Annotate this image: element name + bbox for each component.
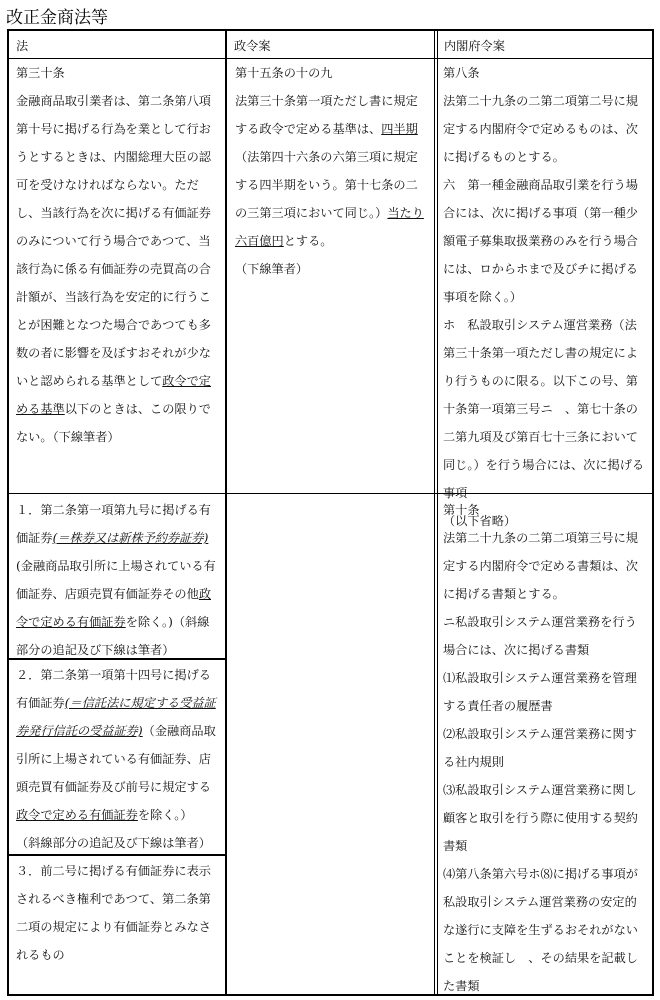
ordinance-10-article: 第十条: [443, 503, 480, 517]
cabinet-order-body: 法第三十条第一項ただし書に規定する政令で定める基準は、: [235, 94, 418, 136]
ordinance-10-p6: ⑷第八条第六号ホ⑻に掲げる事項が私設取引システム運営業務の安定的な遂行に支障を生ずるおそれがないことを検証し 、その結果を記載した書類: [443, 867, 638, 993]
ordinance-article-10: [443, 496, 648, 993]
ordinance-article-8: [443, 59, 648, 528]
table-border-left: [7, 29, 9, 996]
cabinet-order-note: （下線筆者）: [235, 262, 309, 276]
ordinance-10-p4: ⑵私設取引システム運営業務に関する社内規則: [443, 727, 637, 769]
law-item-2-mid: （金融商品取引所に上場されている有価証券、店頭売買有価証券及び前号に規定する: [16, 724, 216, 794]
law-article: 第三十条: [16, 66, 65, 80]
comparison-table: [7, 29, 654, 996]
ordinance-8-p1: 法第二十九条の二第二項第二号に規定する内閣府令で定めるものは、次に掲げるものとする。: [443, 94, 638, 164]
ordinance-8-article: 第八条: [443, 66, 480, 80]
law-item-2-annotation: (＝信託法に規定する受益証券発行信託の受益証券): [16, 696, 216, 738]
row-divider: [7, 493, 654, 494]
law-item-1-underline: 政令で定める有価証券: [16, 587, 211, 629]
law-item-1-text: １．第二条第一項第九号に掲げる有価証券: [16, 503, 211, 545]
column-divider-2b: [437, 29, 438, 996]
law-body: 金融商品取引業者は、第二条第八項第十号に掲げる行為を業として行おうとするときは、内閣総理大臣の認可を受けなければならない。ただし、当該行為を次に掲げる有価証券のみについて行う場合であつて、当該行為に係る有価証券の売買高の合計額が、当該行為を安定的に行うことが困難となつた場合であつても多数の者に影響を及ぼすおそれが少ないと認められる基準として: [16, 94, 211, 388]
law-item-1-mid: (金融商品取引所に上場されている有価証券、店頭売買有価証券その他: [16, 559, 216, 601]
law-item-2-underline: 政令で定める有価証券: [16, 808, 138, 822]
cabinet-order-article: 第十五条の十の九: [235, 66, 333, 80]
page-title: 改正金商法等: [6, 8, 108, 28]
law-item-2-note: （斜線部分の追記及び下線は筆者）: [16, 836, 211, 850]
law-item-2: [16, 661, 221, 853]
ordinance-10-p3: ⑴私設取引システム運営業務を管理する責任者の履歴書: [443, 671, 637, 713]
cabinet-order-body-end: とする。: [283, 234, 333, 248]
ordinance-10-p5: ⑶私設取引システム運営業務に関し顧客と取引を行う際に使用する契約書類: [443, 783, 638, 853]
law-item-1-end: を除く。)（斜線部分の追記及び下線は筆者）: [16, 615, 210, 657]
cabinet-order-underline-quarter: 四半期: [381, 122, 418, 136]
table-border-right: [652, 29, 654, 996]
column-divider-1: [225, 29, 227, 996]
cabinet-order-text: [235, 59, 429, 491]
table-border-bottom: [7, 994, 654, 996]
ordinance-8-p3: ホ 私設取引システム運営業務（法第三十条第一項ただし書の規定により行うものに限る。以下この号、第十条第一項第三号ニ 、第七十条の二第九項及び第百七十三条において同じ。）を行う場合には、次に掲げる事項: [443, 318, 645, 500]
ordinance-8-p4: （以下省略）: [443, 514, 517, 528]
ordinance-10-p1: 法第二十九条の二第二項第三号に規定する内閣府令で定める書類は、次に掲げる書類とする。: [443, 531, 638, 601]
law-item-1-annotation: (＝株券又は新株予約券証券): [52, 531, 209, 545]
law-item-1: [16, 496, 221, 656]
law-text: [16, 59, 221, 491]
cabinet-order-body-mid: （法第四十六条の六第三項に規定する四半期をいう。第十七条の二の三第三項において同じ。）: [235, 150, 418, 220]
column-header-cabinet-order: 政令案: [234, 39, 271, 53]
ordinance-8-p2: 六 第一種金融商品取引業を行う場合には、次に掲げる事項（第一種少額電子募集取扱業務のみを行う場合には、ロからホまで及びチに掲げる事項を除く。）: [443, 178, 638, 304]
ordinance-10-p2: ニ私設取引システム運営業務を行う場合には、次に掲げる書類: [443, 615, 637, 657]
table-border-top: [7, 29, 654, 31]
column-divider-2: [434, 29, 435, 996]
law-body-end: 以下のときは、この限りでない。（下線筆者）: [16, 402, 211, 444]
law-item-2-end: を除く。）: [137, 808, 193, 822]
law-underline-standard: 政令で定める基準: [16, 374, 211, 416]
column-header-ordinance: 内閣府令案: [444, 39, 505, 53]
cabinet-order-underline-amount: 当たり六百億円: [235, 206, 424, 248]
law-item-3: ３．前二号に掲げる有価証券に表示されるべき権利であつて、第二条第二項の規定により有価証券とみなされるもの: [16, 864, 211, 962]
column-header-law: 法: [16, 39, 29, 53]
law-item-2-text: ２．第二条第一項第十四号に掲げる有価証券: [16, 668, 211, 710]
